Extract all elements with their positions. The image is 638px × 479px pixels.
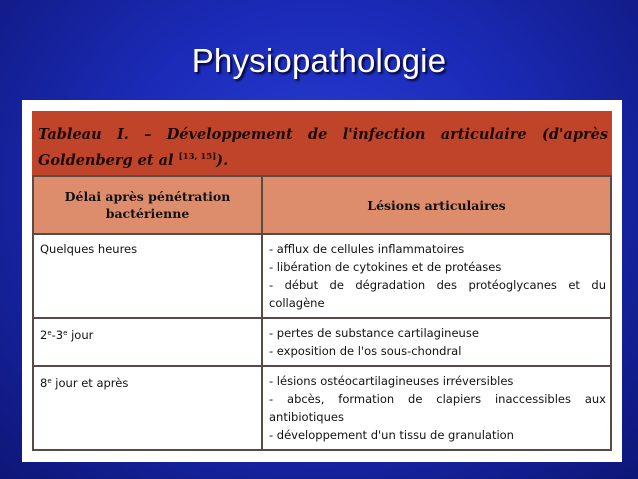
caption-suffix: ). [216, 152, 229, 169]
lesion-item: - afflux de cellules inflammatoires [269, 242, 465, 256]
caption-refs: [13, 15] [178, 152, 217, 162]
delay-cell: 8e jour et après [33, 366, 262, 450]
table-row [33, 234, 611, 318]
table-figure [22, 100, 622, 462]
table-row [33, 366, 611, 450]
lesions-cell [262, 234, 611, 318]
header-delay: Délai après pénétration bactérienne [33, 176, 262, 234]
table-row [33, 318, 611, 366]
lesion-item: - développement d'un tissu de granulation [269, 428, 514, 442]
header-lesions: Lésions articulaires [262, 176, 611, 234]
table-caption-text [38, 124, 608, 172]
delay-cell: 2e-3e jour [33, 318, 262, 366]
caption-prefix: Tableau I. – Développement de l'infection articulaire (d'après Goldenberg et al [38, 126, 608, 169]
lesion-item: - pertes de substance cartilagineuse [269, 326, 479, 340]
lesions-table [32, 175, 612, 451]
lesions-cell [262, 366, 611, 450]
lesion-item: - lésions ostéocartilagineuses irréversibles [269, 374, 514, 388]
lesion-item: - abcès, formation de clapiers inaccessibles aux antibiotiques [269, 392, 606, 424]
header-row [33, 176, 611, 234]
lesion-item: - libération de cytokines et de protéases [269, 260, 502, 274]
table-caption [32, 111, 612, 175]
lesion-item: - début de dégradation des protéoglycanes et du collagène [269, 278, 606, 310]
delay-cell: Quelques heures [33, 234, 262, 318]
slide-title: Physiopathologie [191, 42, 447, 79]
lesions-cell [262, 318, 611, 366]
lesion-item: - exposition de l'os sous-chondral [269, 344, 462, 358]
